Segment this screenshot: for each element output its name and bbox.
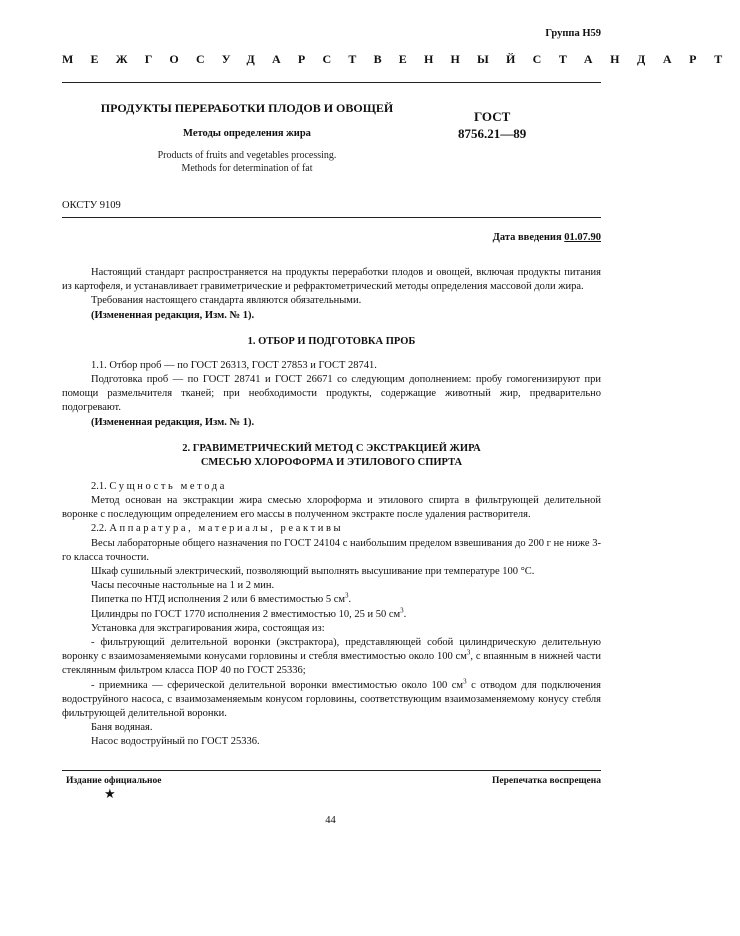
group-label: Группа Н59	[545, 28, 601, 39]
okstu-rule	[62, 217, 601, 218]
title-en-line1: Products of fruits and vegetables processing.	[157, 150, 337, 161]
equipment-receiver: - приемника — сферической делительной воронки вместимостью около 100 $см^3$ с отводом для подключения водоструйного насоса, с взаимозаменяемым конусом горловины, соответствующим взаимозаменяемому конусу стебля фильтрующей делительной воронки.	[62, 677, 601, 720]
section-1-title: 1. ОТБОР И ПОДГОТОВКА ПРОБ	[247, 335, 416, 347]
intro-date	[493, 232, 601, 243]
equipment-scales: Весы лабораторные общего назначения по ГОСТ 24104 с наибольшим пределом взвешивания до 200 г не ниже 3-го класса точности.	[62, 537, 601, 563]
section-1-1: 1.1. Отбор проб — по ГОСТ 26313, ГОСТ 27853 и ГОСТ 28741.	[91, 359, 377, 371]
equipment-water-bath: Баня водяная.	[91, 722, 153, 734]
page-number: 44	[325, 815, 336, 826]
title-ru: ПРОДУКТЫ ПЕРЕРАБОТКИ ПЛОДОВ И ОВОЩЕЙ	[100, 101, 394, 115]
standard-header-word1: МЕЖГОСУДАРСТВЕННЫЙ	[62, 52, 533, 66]
standard-header	[62, 52, 740, 67]
intro-date-label: Дата введения	[492, 232, 562, 243]
section-2-2-heading: 2.2. Аппаратура, материалы, реактивы	[91, 523, 344, 535]
requirements-paragraph: Требования настоящего стандарта являются обязательными.	[91, 295, 362, 307]
equipment-pipette: Пипетка по НТД исполнения 2 или 6 вместимостью 5 $см^3$.	[91, 591, 352, 606]
title-en-line2: Methods for determination of fat	[181, 163, 313, 174]
title-block	[62, 101, 432, 175]
equipment-funnel: - фильтрующий делительной воронки (экстрактора), представляющей собой цилиндрическую делительную воронку с взаимозаменяемыми конусами горловины и стебля вместимостью около 100 $см^3$, с впаянным в нижней части стеклянным фильтром класса ПОР 40 по ГОСТ 25336;	[62, 637, 601, 677]
reprint-prohibited-label: Перепечатка воспрещена	[491, 776, 601, 786]
subtitle-ru: Методы определения жира	[183, 128, 311, 139]
official-edition-label: Издание официальное	[66, 776, 162, 786]
footer-rule	[62, 770, 601, 771]
equipment-oven: Шкаф сушильный электрический, позволяющий выполнять высушивание при температуре 100 °С.	[91, 566, 535, 578]
document-body	[62, 266, 601, 750]
amendment-note: (Измененная редакция, Изм. № 1).	[91, 309, 255, 321]
header-rule	[62, 82, 601, 83]
equipment-extraction-unit: Установка для экстрагирования жира, состоящая из:	[91, 622, 325, 634]
section-2-1-heading: 2.1. Сущность метода	[91, 480, 227, 492]
equipment-cylinders: Цилиндры по ГОСТ 1770 исполнения 2 вместимостью 10, 25 и 50 $см^3$.	[91, 606, 407, 620]
gost-designation	[458, 108, 526, 142]
amendment-note: (Измененная редакция, Изм. № 1).	[91, 416, 255, 428]
okstu-code: ОКСТУ 9109	[62, 200, 121, 211]
equipment-hourglass: Часы песочные настольные на 1 и 2 мин.	[91, 580, 275, 592]
gost-number: 8756.21—89	[458, 126, 527, 141]
gost-label: ГОСТ	[473, 109, 511, 124]
section-2-title-line1: 2. ГРАВИМЕТРИЧЕСКИЙ МЕТОД С ЭКСТРАКЦИЕЙ ЖИРА	[182, 442, 481, 454]
standard-header-word2: СТАНДАРТ	[532, 52, 740, 66]
equipment-pump: Насос водоструйный по ГОСТ 25336.	[91, 736, 260, 748]
intro-paragraph: Настоящий стандарт распространяется на продукты переработки плодов и овощей, включая продукты питания из картофеля, и устанавливает гравиметрические и рефрактометрический методы определения массовой доли жира.	[62, 267, 601, 293]
intro-date-value: 01.07.90	[564, 232, 601, 243]
section-2-title-line2: СМЕСЬЮ ХЛОРОФОРМА И ЭТИЛОВОГО СПИРТА	[200, 456, 463, 468]
star-icon: ★	[104, 786, 116, 801]
section-2-title	[62, 442, 601, 470]
title-en	[62, 149, 432, 175]
section-1-prep: Подготовка проб — по ГОСТ 28741 и ГОСТ 26671 со следующим дополнением: пробу гомогенизируют при помощи размельчителя тканей; при необходимости продукты, содержащие животный жир, предварительно подогревают.	[62, 374, 601, 414]
section-2-1-text: Метод основан на экстракции жира смесью хлороформа и этилового спирта в фильтрующей делительной воронке с последующим определением его массы в полученном экстракте после удаления растворителя.	[62, 495, 601, 521]
